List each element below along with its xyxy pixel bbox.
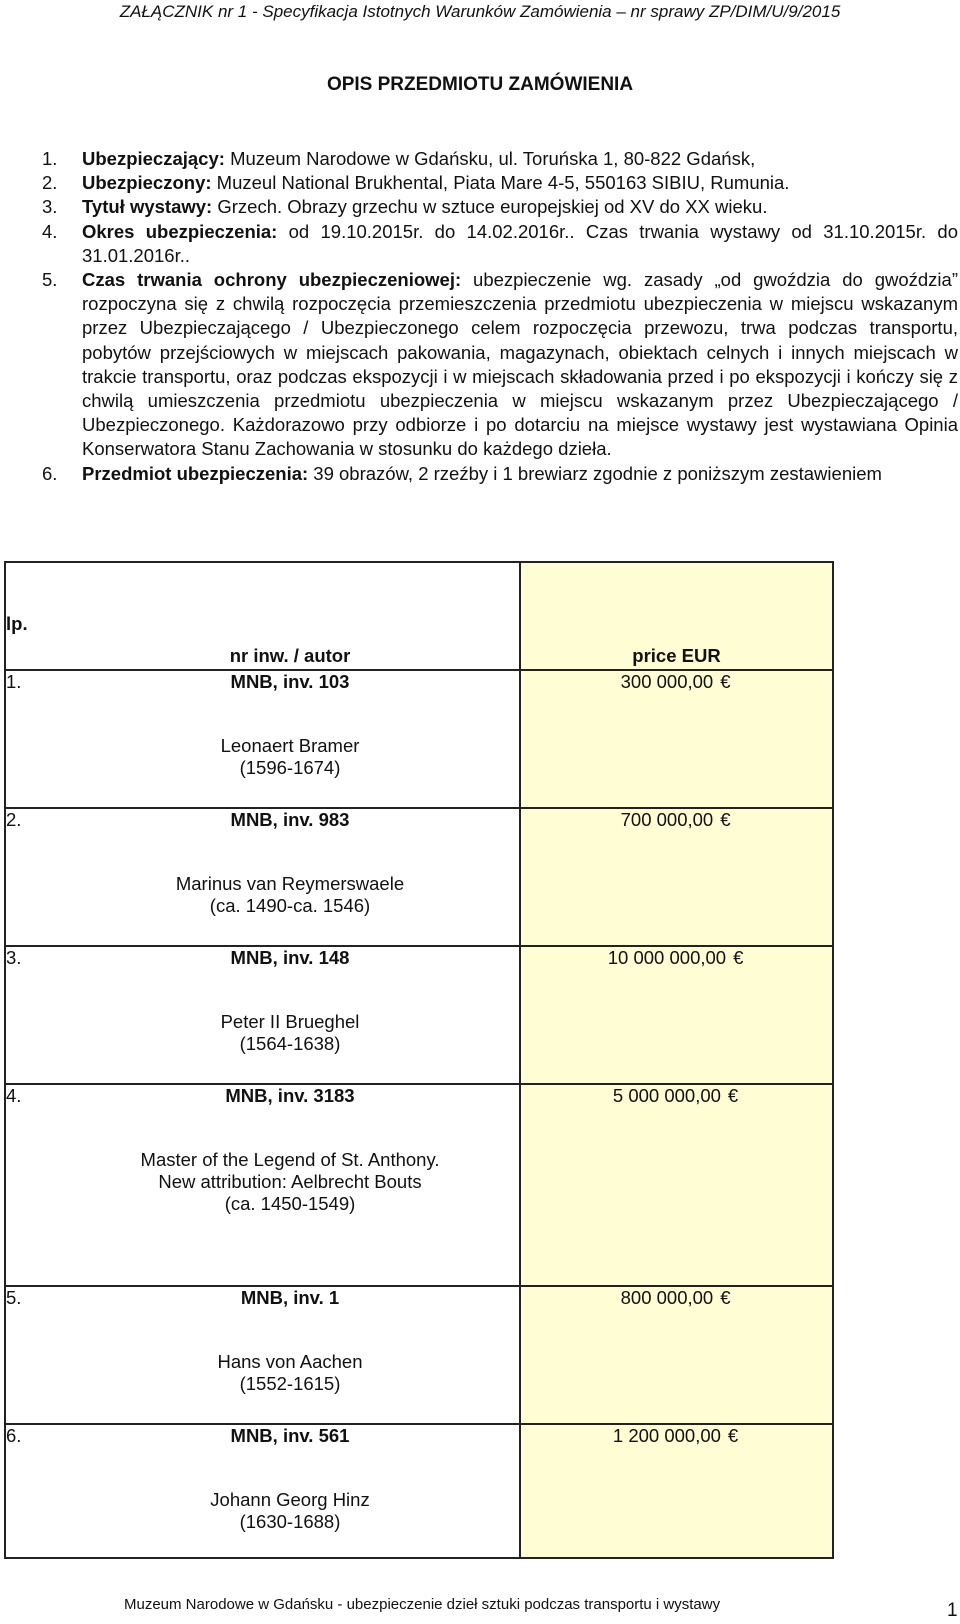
header-lp: lp. xyxy=(5,562,61,670)
euro-icon: € xyxy=(727,1085,739,1106)
table-row xyxy=(5,1424,833,1558)
item-text: Muzeul National Brukhental, Piata Mare 4-5, 550163 SIBIU, Rumunia. xyxy=(211,172,790,194)
row-author-dates: (1552-1615) xyxy=(239,1373,341,1394)
specification-list xyxy=(42,147,958,486)
row-lp: 1. xyxy=(5,670,61,808)
row-lp: 2. xyxy=(5,808,61,946)
header-price: price EUR xyxy=(520,562,833,670)
list-item xyxy=(42,195,958,219)
item-label: Tytuł wystawy: xyxy=(82,196,213,218)
row-inv: MNB, inv. 983 xyxy=(230,809,350,830)
list-item xyxy=(42,268,958,462)
row-inv: MNB, inv. 148 xyxy=(230,947,350,968)
document-header: ZAŁĄCZNIK nr 1 - Specyfikacja Istotnych Warunków Zamówienia – nr sprawy ZP/DIM/U/9/2015 xyxy=(119,2,841,21)
row-price: 300 000,00 xyxy=(620,671,714,692)
row-inv: MNB, inv. 103 xyxy=(230,671,350,692)
item-number: 1. xyxy=(42,148,58,169)
row-lp: 6. xyxy=(5,1424,61,1558)
row-lp: 3. xyxy=(5,946,61,1084)
row-inv: MNB, inv. 1 xyxy=(240,1287,340,1308)
item-label: Ubezpieczony: xyxy=(82,172,212,194)
list-item xyxy=(42,462,958,486)
row-price: 10 000 000,00 xyxy=(607,947,727,968)
row-price: 5 000 000,00 xyxy=(612,1085,721,1106)
footer-text: Muzeum Narodowe w Gdańsku - ubezpieczenie dzieł sztuki podczas transportu i wystawy xyxy=(124,1596,721,1613)
list-item xyxy=(42,147,958,171)
item-text: ubezpieczenie wg. zasady „od gwoździa do gwoździa” rozpoczyna się z chwilą rozpoczęcia przemieszczenia przedmiotu ubezpieczenia w miejscu wskazanym przez Ubezpieczającego / Ubezpieczonego celem rozpoczęcia przewozu, trwa podczas transportu, pobytów przejściowych w miejscach pakowania, magazynach, obiektach celnych i innych miejscach w trakcie transportu, oraz podczas ekspozycji i w miejscach składowania przed i po ekspozycji i kończy się z chwilą umieszczenia przedmiotu ubezpieczenia w miejscu wskazanym przez Ubezpieczającego / Ubezpieczonego. Każdorazowo przy odbiorze i po dotarciu na miejsce wystawy jest wystawiana Opinia Konserwatora Stanu Zachowania w stosunku do każdego dzieła. xyxy=(82,269,958,460)
row-author: Johann Georg Hinz xyxy=(210,1489,370,1510)
item-number: 5. xyxy=(42,269,58,291)
row-lp: 5. xyxy=(5,1286,61,1424)
item-label: Przedmiot ubezpieczenia: xyxy=(82,462,309,484)
page-number: 1 xyxy=(947,1600,958,1621)
item-number: 3. xyxy=(42,196,58,218)
euro-icon: € xyxy=(720,809,731,830)
item-number: 4. xyxy=(42,220,58,242)
row-author-attribution: New attribution: Aelbrecht Bouts xyxy=(158,1171,422,1192)
row-author: Master of the Legend of St. Anthony. xyxy=(140,1149,440,1170)
table-row xyxy=(5,1084,833,1286)
row-author: Peter II Brueghel xyxy=(220,1011,360,1032)
euro-icon: € xyxy=(733,947,744,968)
item-text: Grzech. Obrazy grzechu w sztuce europejskiej od XV do XX wieku. xyxy=(212,196,768,218)
item-text: od 19.10.2015r. do 14.02.2016r.. Czas trwania wystawy od 31.10.2015r. do 31.01.2016r.. xyxy=(82,220,958,266)
row-price: 1 200 000,00 xyxy=(612,1425,721,1446)
row-author-dates: (ca. 1490-ca. 1546) xyxy=(209,895,371,916)
table-row xyxy=(5,1286,833,1424)
row-lp: 4. xyxy=(5,1084,61,1286)
item-text: 39 obrazów, 2 rzeźby i 1 brewiarz zgodnie z poniższym zestawieniem xyxy=(308,462,882,484)
item-label: Ubezpieczający: xyxy=(82,148,225,169)
row-inv: MNB, inv. 561 xyxy=(230,1425,350,1446)
item-label: Czas trwania ochrony ubezpieczeniowej: xyxy=(82,269,462,291)
list-item xyxy=(42,220,958,268)
row-author: Hans von Aachen xyxy=(217,1351,363,1372)
euro-icon: € xyxy=(720,671,731,692)
artworks-table xyxy=(4,561,834,1559)
table-header-row xyxy=(5,562,833,670)
row-inv: MNB, inv. 3183 xyxy=(225,1085,355,1106)
row-price: 700 000,00 xyxy=(620,809,714,830)
table-row xyxy=(5,946,833,1084)
document-title: OPIS PRZEDMIOTU ZAMÓWIENIA xyxy=(326,74,634,95)
row-author: Marinus van Reymerswaele xyxy=(175,873,405,894)
euro-icon: € xyxy=(720,1287,731,1308)
item-number: 2. xyxy=(42,172,58,194)
row-author: Leonaert Bramer xyxy=(220,735,360,756)
euro-icon: € xyxy=(727,1425,739,1446)
item-number: 6. xyxy=(42,462,58,484)
list-item xyxy=(42,171,958,195)
row-author-dates: (1564-1638) xyxy=(239,1033,341,1054)
row-price: 800 000,00 xyxy=(620,1287,714,1308)
table-row xyxy=(5,808,833,946)
item-text: Muzeum Narodowe w Gdańsku, ul. Toruńska 1, 80-822 Gdańsk, xyxy=(224,148,756,169)
row-author-dates: (1630-1688) xyxy=(239,1511,341,1532)
header-inv: nr inw. / autor xyxy=(61,562,520,670)
row-author-dates: (ca. 1450-1549) xyxy=(224,1193,356,1214)
item-label: Okres ubezpieczenia: xyxy=(82,220,278,242)
row-author-dates: (1596-1674) xyxy=(239,757,341,778)
table-row xyxy=(5,670,833,808)
